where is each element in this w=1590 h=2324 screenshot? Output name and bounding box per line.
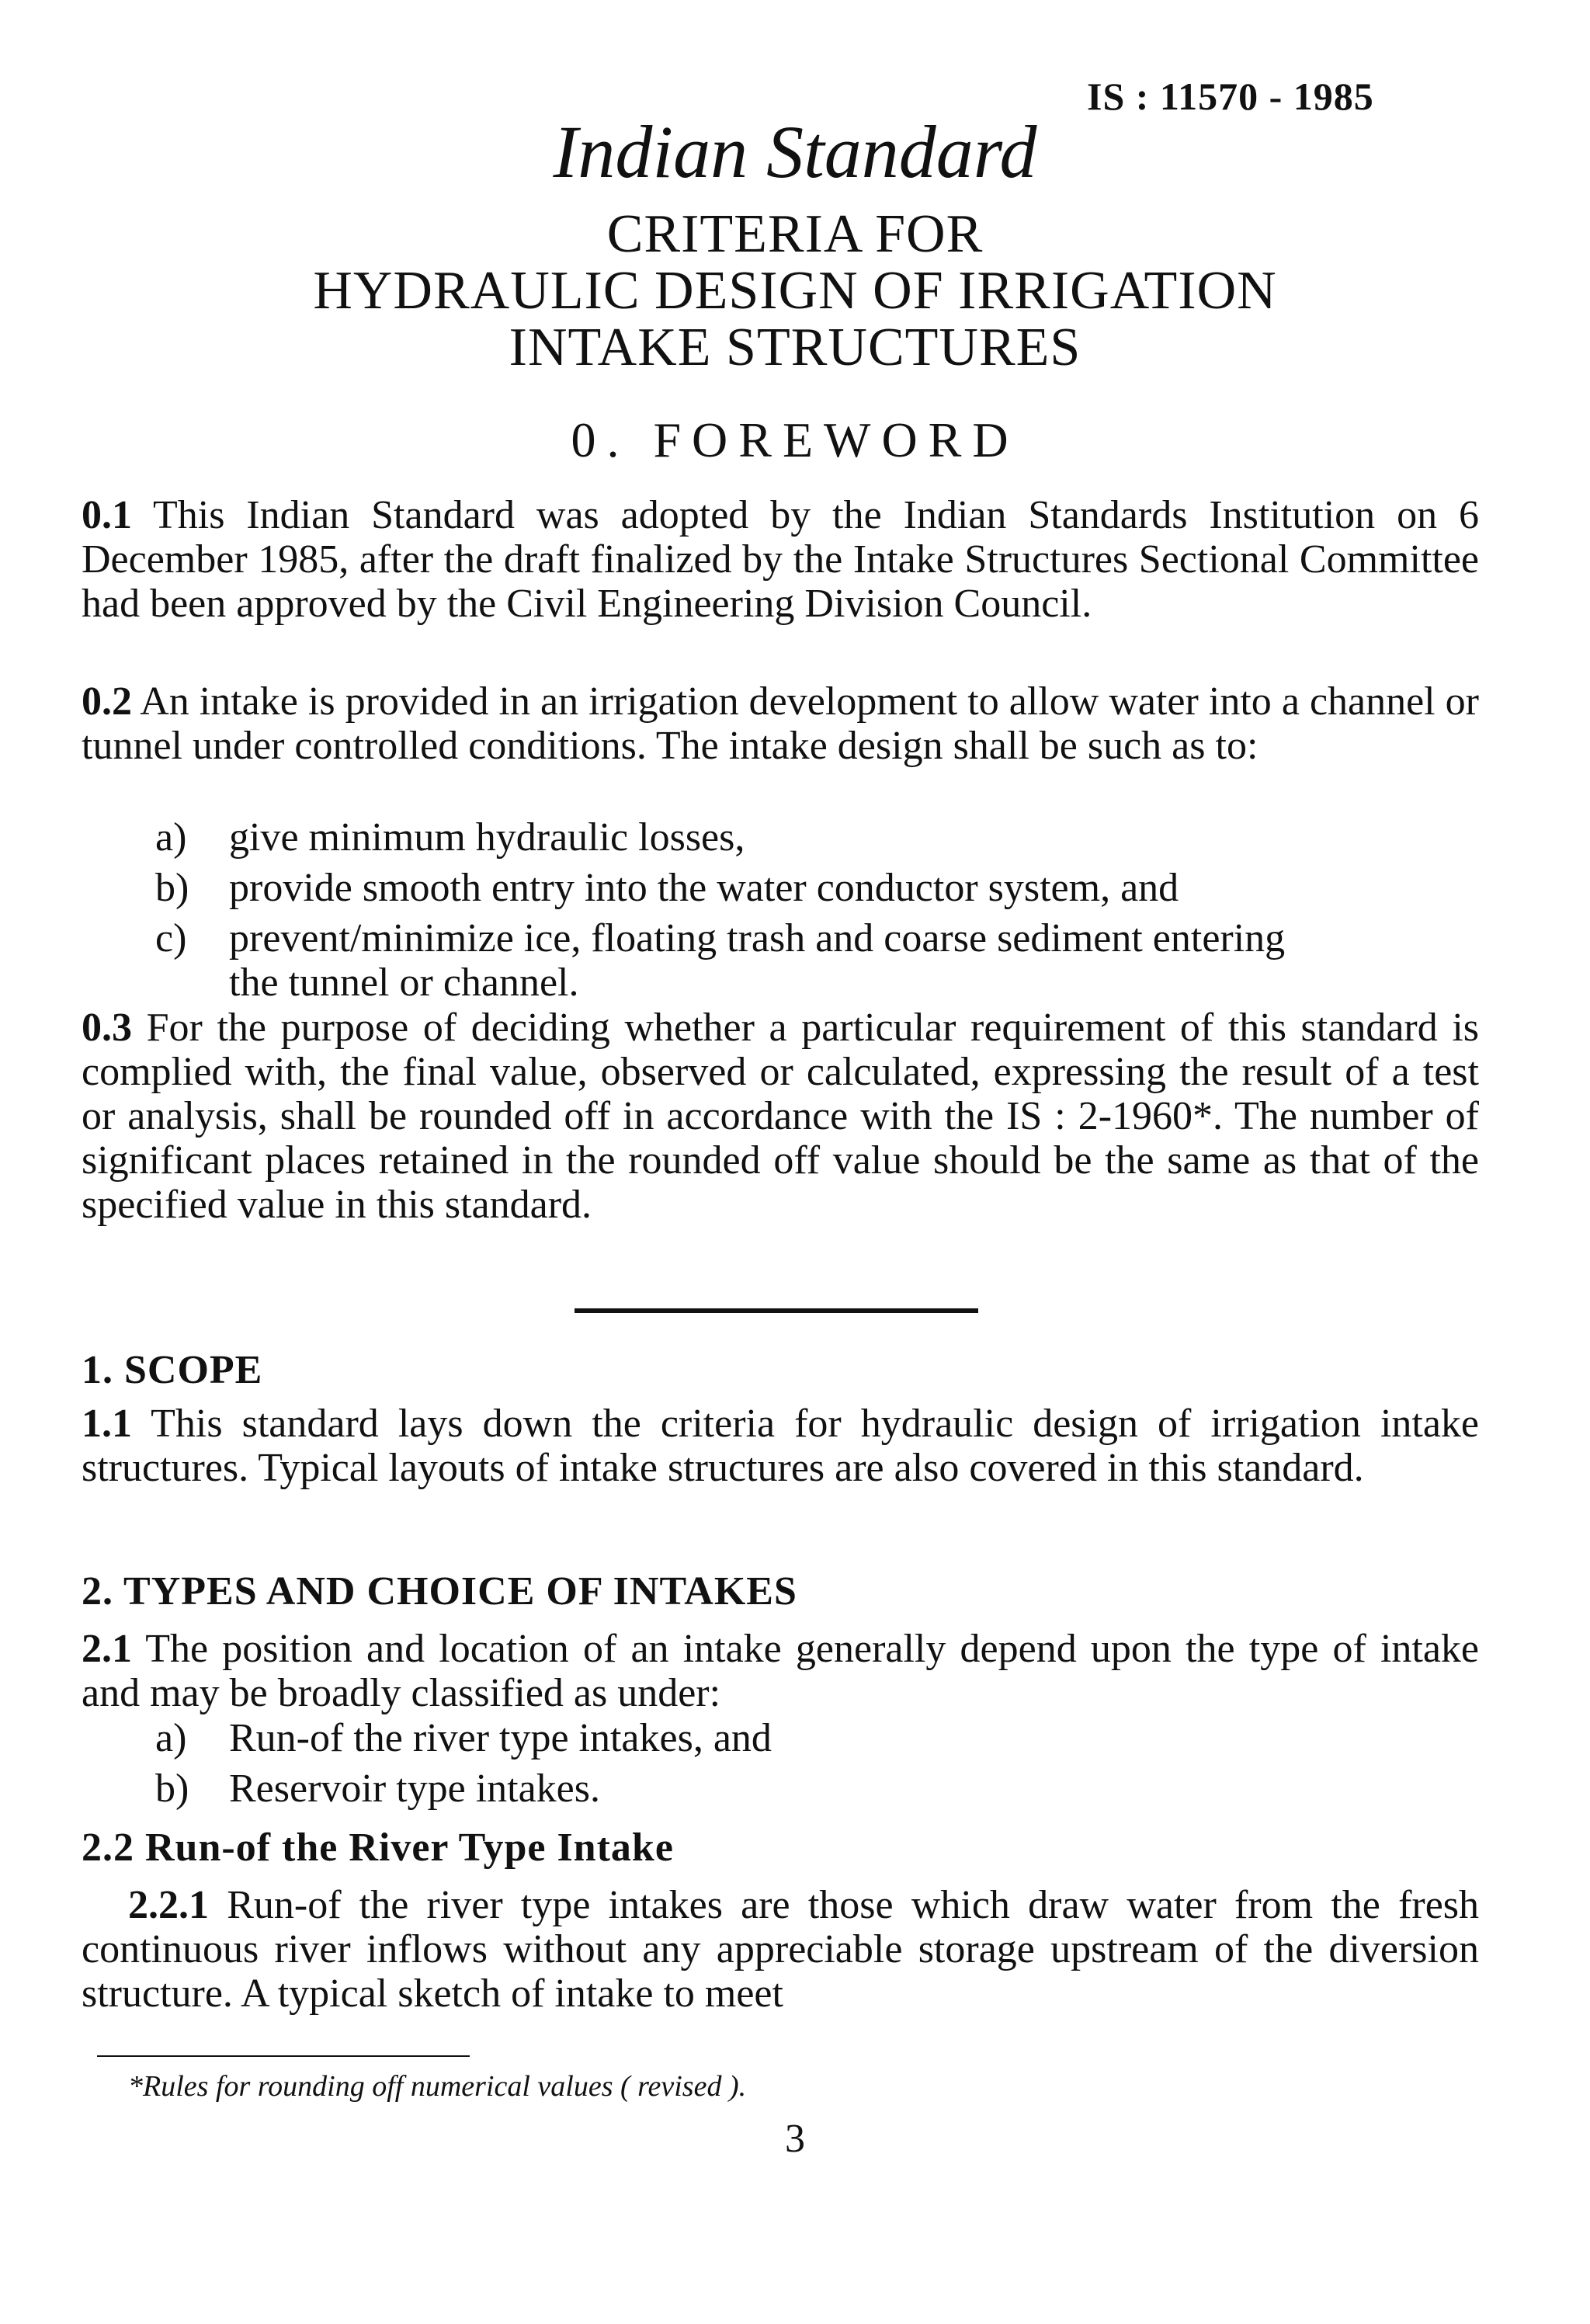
page-number: 3 — [785, 2117, 805, 2161]
list-text: give minimum hydraulic losses, — [229, 815, 745, 860]
clause-text: This Indian Standard was adopted by the Indian Standards Institution on 6 December 1985, after the draft finalized by the Intake Structures Sectional Committee had been approved by the Civil Engineering Division Council. — [82, 493, 1479, 626]
clause-number: 0.1 — [82, 493, 132, 537]
paragraph-0-1 — [82, 493, 1479, 626]
list-text: Run-of the river type intakes, and — [229, 1716, 772, 1760]
foreword-heading: 0. FOREWORD — [571, 412, 1019, 467]
clause-text: Run-of the river type intakes are those which draw water from the fresh continuous river inflows without any appreciable storage upstream of the diversion structure. A typical sketch of intake to meet — [82, 1883, 1480, 2016]
clause-text: An intake is provided in an irrigation development to allow water into a channel or tunnel under controlled conditions. The intake design shall be such as to: — [82, 679, 1479, 768]
list-label: c) — [155, 916, 187, 961]
paragraph-2-2-1 — [82, 1883, 1479, 2016]
clause-text: For the purpose of deciding whether a particular requirement of this standard is complied with, the final value, observed or calculated, expressing the result of a test or analysis, shall be rounded off in accordance with the IS : 2-1960*. The number of significant places retained in the rounded off value should be the same as that of the specified value in this standard. — [82, 1006, 1480, 1227]
paragraph-0-3 — [82, 1006, 1479, 1227]
clause-number: 2.2.1 — [128, 1883, 209, 1927]
list-item-b — [155, 866, 1179, 910]
sub-heading-run-of-river: 2.2 Run-of the River Type Intake — [82, 1826, 674, 1870]
subtitle-line-1: CRITERIA FOR — [606, 204, 984, 264]
types-list-item-a — [155, 1716, 772, 1760]
standard-number: IS : 11570 - 1985 — [1087, 75, 1374, 118]
clause-text: This standard lays down the criteria for hydraulic design of irrigation intake structures. Typical layouts of intake structures are also covered in this standard. — [82, 1402, 1480, 1490]
clause-number: 0.2 — [82, 679, 132, 724]
types-list-item-b — [155, 1766, 600, 1811]
document-title: Indian Standard — [553, 110, 1037, 193]
clause-number: 0.3 — [82, 1006, 132, 1050]
subtitle-line-3: INTAKE STRUCTURES — [509, 318, 1081, 377]
subtitle-line-2: HYDRAULIC DESIGN OF IRRIGATION — [313, 261, 1277, 321]
paragraph-2-1 — [82, 1627, 1479, 1715]
footnote: *Rules for rounding off numerical values ( revised ). — [128, 2070, 747, 2103]
list-label: b) — [155, 866, 189, 910]
footnote-rule — [97, 2055, 470, 2057]
section-heading-scope: 1. SCOPE — [82, 1348, 263, 1392]
paragraph-1-1 — [82, 1402, 1479, 1490]
list-label: a) — [155, 815, 187, 860]
list-label: a) — [155, 1716, 187, 1760]
clause-number: 2.1 — [82, 1627, 132, 1671]
clause-text: The position and location of an intake generally depend upon the type of intake and may be broadly classified as under: — [82, 1627, 1480, 1715]
list-item-c — [155, 916, 1285, 1005]
section-divider — [575, 1308, 978, 1313]
section-heading-types: 2. TYPES AND CHOICE OF INTAKES — [82, 1569, 797, 1614]
list-text: provide smooth entry into the water conductor system, and — [229, 866, 1179, 910]
clause-number: 1.1 — [82, 1402, 132, 1446]
list-text: prevent/minimize ice, floating trash and coarse sediment entering — [229, 916, 1286, 961]
list-label: b) — [155, 1766, 189, 1811]
list-text: Reservoir type intakes. — [229, 1766, 600, 1811]
paragraph-0-2 — [82, 679, 1479, 768]
list-item-a — [155, 815, 745, 860]
list-text-continued: the tunnel or channel. — [229, 961, 579, 1005]
